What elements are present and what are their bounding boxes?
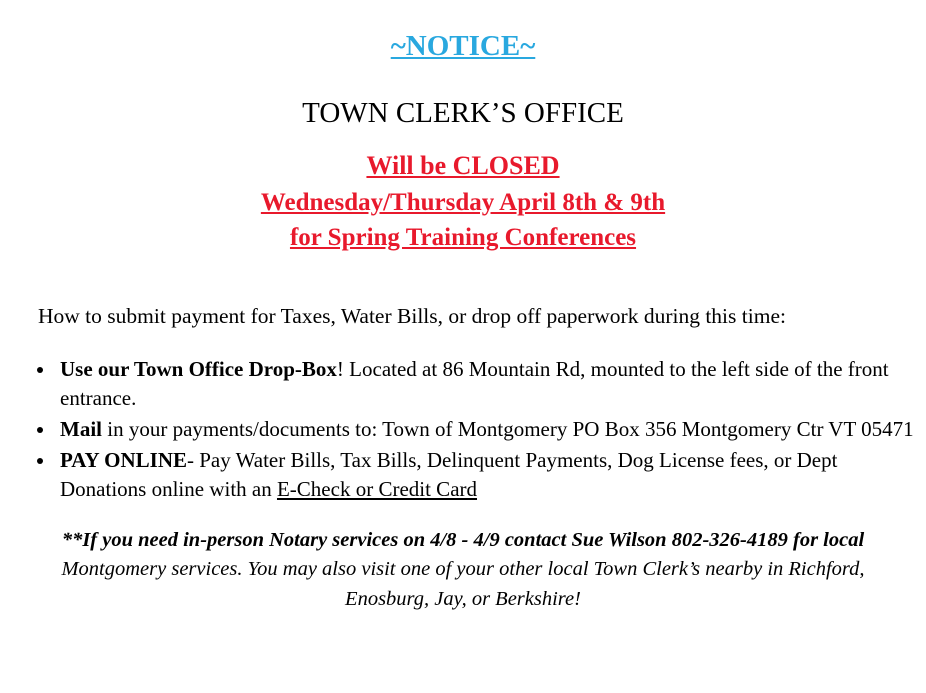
echeck-credit-card-link[interactable]: E-Check or Credit Card (276, 476, 478, 501)
closure-line-3: for Spring Training Conferences (289, 224, 637, 252)
closure-line-2: Wednesday/Thursday April 8th & 9th (260, 188, 666, 216)
notice-document (0, 30, 926, 693)
notice-heading: ~NOTICE~ (390, 30, 536, 62)
payment-options-list (0, 355, 926, 504)
option-payonline-detail: - Pay Water Bills, Tax Bills, Delinquent Payments, Dog License fees, or Dept Donations online with an (60, 447, 838, 501)
office-line: TOWN CLERK’S OFFICE (302, 97, 624, 129)
option-dropbox-label: Use our Town Office Drop-Box (60, 356, 337, 381)
option-dropbox-detail: ! Located at 86 Mountain Rd, mounted to the left side of the front entrance. (60, 356, 889, 410)
closure-line-1: Will be CLOSED (366, 151, 560, 180)
option-payonline-label: PAY ONLINE (60, 447, 187, 472)
closure-block (0, 148, 926, 256)
notary-footnote-bold: **If you need in-person Notary services on 4/8 - 4/9 contact Sue Wilson 802-326-4189 for local (61, 528, 865, 551)
list-item (56, 355, 926, 413)
notary-footnote-rest: Montgomery services. You may also visit one of your other local Town Clerk’s nearby in Richford, Enosburg, Jay, or Berkshire! (61, 558, 865, 611)
list-item (56, 415, 926, 444)
option-mail-label: Mail (60, 416, 102, 441)
notary-footnote (18, 526, 908, 615)
list-item (56, 446, 926, 504)
option-mail-detail: in your payments/documents to: Town of Montgomery PO Box 356 Montgomery Ctr VT 05471 (102, 416, 914, 441)
instructions-intro: How to submit payment for Taxes, Water Bills, or drop off paperwork during this time: (38, 303, 786, 328)
